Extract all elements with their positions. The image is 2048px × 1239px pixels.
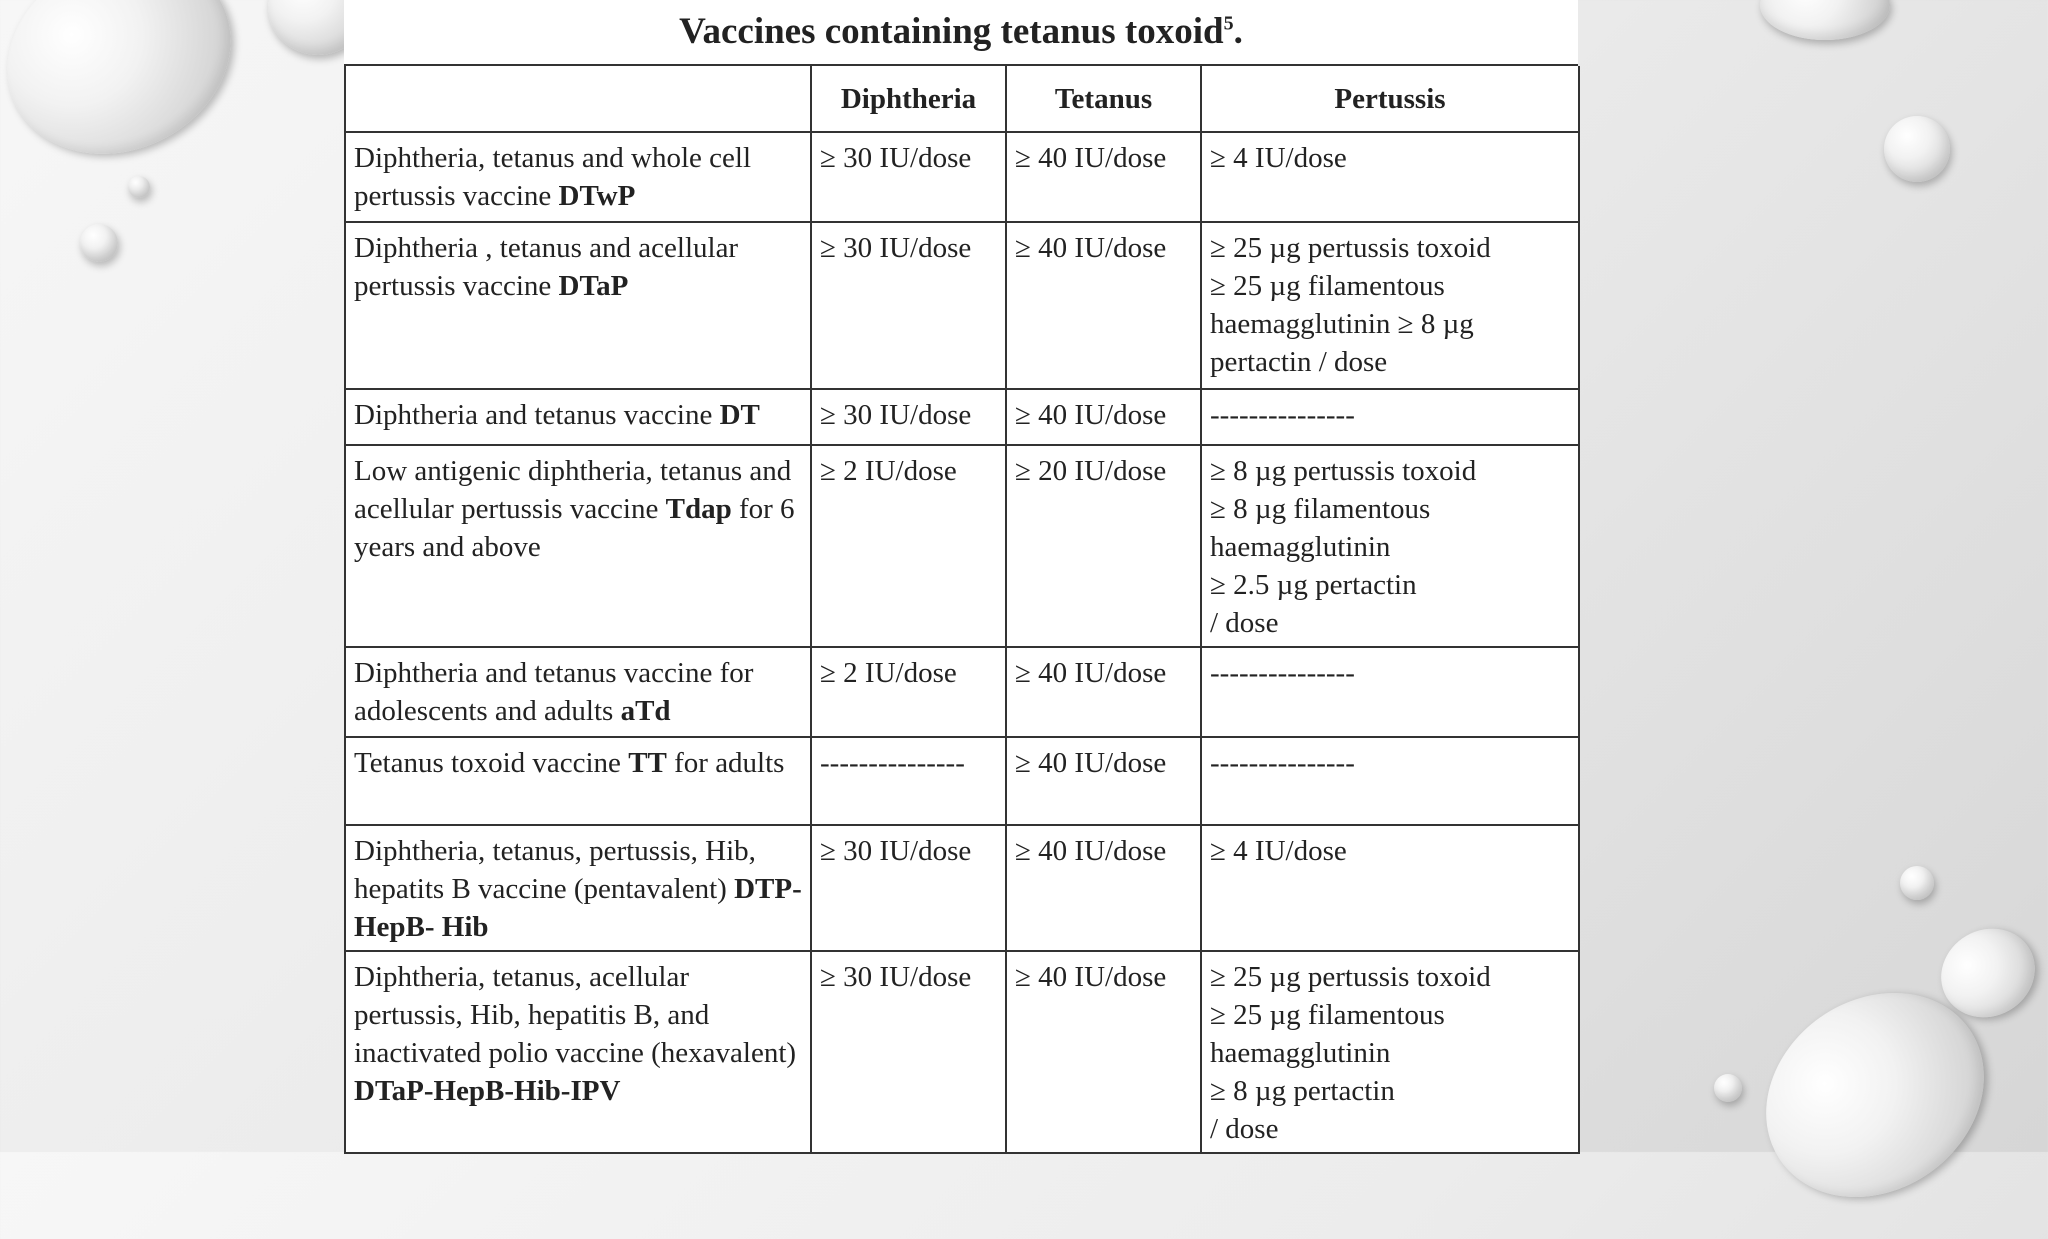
water-drop-decoration: [1714, 1074, 1742, 1102]
tetanus-cell: ≥ 40 IU/dose: [1006, 825, 1201, 951]
tetanus-cell: ≥ 40 IU/dose: [1006, 132, 1201, 222]
table-row: [345, 132, 1579, 222]
pertussis-line: ≥ 8 µg pertussis toxoid: [1210, 455, 1477, 487]
pertussis-line: ≥ 25 µg pertussis toxoid: [1210, 961, 1491, 993]
pertussis-line: ≥ 2.5 µg pertactin: [1210, 569, 1417, 601]
tetanus-cell: ≥ 40 IU/dose: [1006, 389, 1201, 445]
vaccine-abbreviation: DTP-HepB- Hib: [354, 873, 802, 943]
diphtheria-cell: ≥ 30 IU/dose: [811, 132, 1006, 222]
vaccine-table-panel: [344, 0, 1578, 1152]
diphtheria-cell: ≥ 2 IU/dose: [811, 445, 1006, 647]
water-drop-decoration: [128, 176, 150, 198]
vaccine-abbreviation: DT: [719, 399, 760, 431]
pertussis-cell: [1201, 951, 1579, 1153]
water-drop-decoration: [1760, 0, 1890, 40]
vaccine-name-cell: [345, 389, 811, 445]
pertussis-line: ≥ 25 µg pertussis toxoid: [1210, 232, 1491, 264]
pertussis-cell: [1201, 132, 1579, 222]
header-pertussis: Pertussis: [1201, 66, 1579, 132]
diphtheria-cell: ≥ 30 IU/dose: [811, 951, 1006, 1153]
vaccine-name: Diphtheria, tetanus, acellular pertussis, Hib, hepatitis B, and inactivated polio vaccine (hexavalent): [354, 961, 797, 1069]
vaccine-name: Diphtheria and tetanus vaccine for adolescents and adults: [354, 657, 754, 727]
vaccine-abbreviation: DTwP: [558, 180, 636, 212]
vaccine-name: Tetanus toxoid vaccine: [354, 747, 629, 779]
table-title: [344, 0, 1578, 66]
vaccine-name: Diphtheria , tetanus and acellular pertussis vaccine: [354, 232, 739, 302]
diphtheria-cell: ≥ 30 IU/dose: [811, 825, 1006, 951]
diphtheria-cell: ≥ 30 IU/dose: [811, 389, 1006, 445]
vaccine-name-cell: [345, 132, 811, 222]
title-text: Vaccines containing tetanus toxoid: [679, 11, 1224, 52]
pertussis-line: ---------------: [1210, 399, 1355, 431]
vaccine-abbreviation: aTd: [620, 695, 671, 727]
table-row: [345, 389, 1579, 445]
water-drop-decoration: [1884, 116, 1950, 182]
vaccine-abbreviation: DTaP-HepB-Hib-IPV: [354, 1075, 621, 1107]
header-row: [345, 66, 1579, 132]
vaccine-abbreviation: TT: [628, 747, 667, 779]
pertussis-line: haemagglutinin: [1210, 531, 1391, 563]
pertussis-cell: [1201, 825, 1579, 951]
vaccine-name: Low antigenic diphtheria, tetanus and acellular pertussis vaccine: [354, 455, 792, 525]
pertussis-cell: [1201, 222, 1579, 389]
title-period: .: [1233, 11, 1243, 52]
pertussis-cell: [1201, 647, 1579, 737]
tetanus-cell: ≥ 20 IU/dose: [1006, 445, 1201, 647]
pertussis-cell: [1201, 445, 1579, 647]
table-row: [345, 951, 1579, 1153]
pertussis-line: ≥ 4 IU/dose: [1210, 835, 1347, 867]
water-drop-decoration: [0, 0, 263, 190]
vaccine-table: [344, 66, 1580, 1154]
tetanus-cell: ≥ 40 IU/dose: [1006, 951, 1201, 1153]
pertussis-line: haemagglutinin: [1210, 1037, 1391, 1069]
table-row: [345, 737, 1579, 825]
vaccine-name-cell: [345, 445, 811, 647]
pertussis-line: ≥ 25 µg filamentous: [1210, 999, 1445, 1031]
tetanus-cell: ≥ 40 IU/dose: [1006, 737, 1201, 825]
diphtheria-cell: ---------------: [811, 737, 1006, 825]
header-tetanus: Tetanus: [1006, 66, 1201, 132]
pertussis-line: ≥ 4 IU/dose: [1210, 142, 1347, 174]
pertussis-line: ≥ 8 µg filamentous: [1210, 493, 1431, 525]
vaccine-abbreviation: DTaP: [558, 270, 629, 302]
table-row: [345, 825, 1579, 951]
header-vaccine: [345, 66, 811, 132]
tetanus-cell: ≥ 40 IU/dose: [1006, 222, 1201, 389]
diphtheria-cell: ≥ 2 IU/dose: [811, 647, 1006, 737]
vaccine-abbreviation: Tdap: [665, 493, 732, 525]
table-row: [345, 445, 1579, 647]
vaccine-name-suffix: for adults: [666, 747, 785, 779]
table-row: [345, 222, 1579, 389]
pertussis-line: pertactin / dose: [1210, 346, 1388, 378]
title-reference: 5: [1223, 12, 1234, 35]
vaccine-name: Diphtheria, tetanus, pertussis, Hib, hepatits B vaccine (pentavalent): [354, 835, 756, 905]
vaccine-name-suffix: for 6 years and above: [354, 493, 795, 563]
header-diphtheria: Diphtheria: [811, 66, 1006, 132]
pertussis-cell: [1201, 737, 1579, 825]
tetanus-cell: ≥ 40 IU/dose: [1006, 647, 1201, 737]
vaccine-name-cell: [345, 737, 811, 825]
vaccine-name-cell: [345, 647, 811, 737]
water-drop-decoration: [80, 224, 118, 262]
pertussis-line: ---------------: [1210, 747, 1355, 779]
vaccine-name: Diphtheria, tetanus and whole cell pertussis vaccine: [354, 142, 752, 212]
vaccine-name-cell: [345, 825, 811, 951]
vaccine-name-cell: [345, 222, 811, 389]
diphtheria-cell: ≥ 30 IU/dose: [811, 222, 1006, 389]
pertussis-line: ---------------: [1210, 657, 1355, 689]
pertussis-line: ≥ 25 µg filamentous: [1210, 270, 1445, 302]
table-row: [345, 647, 1579, 737]
pertussis-line: haemagglutinin ≥ 8 µg: [1210, 308, 1474, 340]
vaccine-name-cell: [345, 951, 811, 1153]
pertussis-line: / dose: [1210, 607, 1279, 639]
pertussis-cell: [1201, 389, 1579, 445]
pertussis-line: / dose: [1210, 1113, 1279, 1145]
pertussis-line: ≥ 8 µg pertactin: [1210, 1075, 1395, 1107]
water-drop-decoration: [1900, 866, 1934, 900]
vaccine-name: Diphtheria and tetanus vaccine: [354, 399, 720, 431]
